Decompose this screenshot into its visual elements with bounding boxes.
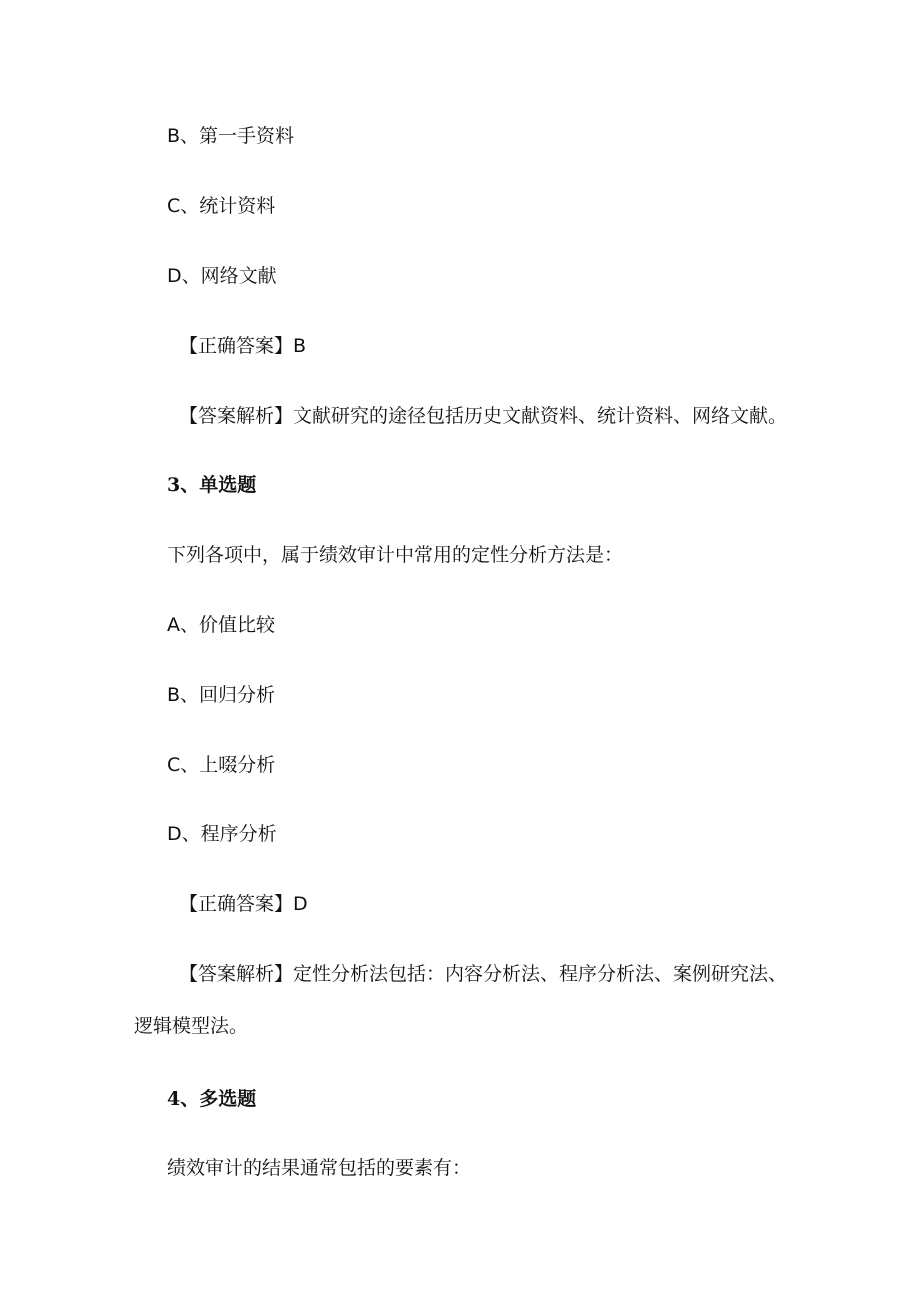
q2-option-c: C、统计资料 bbox=[167, 195, 276, 217]
q3-stem: 下列各项中，属于绩效审计中常用的定性分析方法是： bbox=[167, 544, 624, 566]
q2-option-d: D、网络文献 bbox=[167, 265, 277, 287]
q2-correct-answer: 【正确答案】B bbox=[179, 335, 307, 357]
q2-answer-analysis: 【答案解析】文献研究的途径包括历史文献资料、统计资料、网络文献。 bbox=[179, 405, 788, 427]
q3-answer-analysis-line1: 【答案解析】定性分析法包括：内容分析法、程序分析法、案例研究法、 bbox=[179, 963, 788, 985]
q3-option-a: A、价值比较 bbox=[167, 614, 275, 636]
q3-correct-answer: 【正确答案】D bbox=[179, 893, 308, 915]
q2-option-b: B、第一手资料 bbox=[167, 125, 295, 147]
q4-stem: 绩效审计的结果通常包括的要素有： bbox=[167, 1157, 472, 1179]
q3-option-b: B、回归分析 bbox=[167, 684, 276, 706]
q3-answer-analysis-line2: 逻辑模型法。 bbox=[134, 1015, 249, 1037]
q3-option-c: C、上啜分析 bbox=[167, 754, 276, 776]
q4-heading: 4、多选题 bbox=[167, 1088, 257, 1110]
q3-option-d: D、程序分析 bbox=[167, 823, 277, 845]
q3-heading: 3、单选题 bbox=[167, 474, 257, 496]
